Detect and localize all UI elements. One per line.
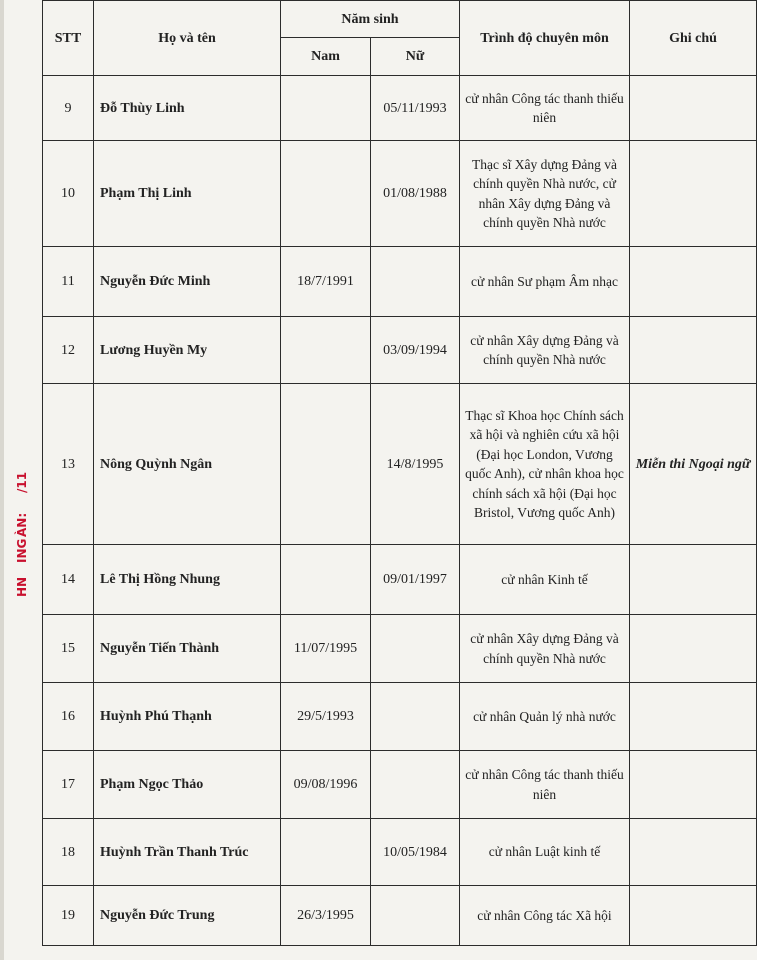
row-female: 05/11/1993 bbox=[371, 76, 460, 141]
row-stt: 18 bbox=[43, 819, 94, 886]
row-male: 29/5/1993 bbox=[281, 683, 371, 751]
row-note: Miễn thi Ngoại ngữ bbox=[630, 384, 757, 545]
row-stt: 19 bbox=[43, 886, 94, 946]
row-male bbox=[281, 545, 371, 615]
row-female bbox=[371, 615, 460, 683]
row-qualification: cử nhân Công tác thanh thiếu niên bbox=[460, 76, 630, 141]
table-row bbox=[43, 615, 757, 683]
row-stt: 16 bbox=[43, 683, 94, 751]
row-female: 03/09/1994 bbox=[371, 317, 460, 384]
row-qualification: Thạc sĩ Khoa học Chính sách xã hội và nghiên cứu xã hội (Đại học London, Vương quốc Anh), cử nhân khoa học chính sách xã hội (Đại học Bristol, Vương quốc Anh) bbox=[460, 384, 630, 545]
header-birth-year: Năm sinh bbox=[281, 1, 460, 38]
row-stt: 17 bbox=[43, 751, 94, 819]
row-note bbox=[630, 751, 757, 819]
row-note bbox=[630, 545, 757, 615]
row-qualification: cử nhân Công tác Xã hội bbox=[460, 886, 630, 946]
candidate-table bbox=[42, 0, 757, 946]
row-note bbox=[630, 141, 757, 247]
row-qualification: cử nhân Luật kinh tế bbox=[460, 819, 630, 886]
row-name: Nguyễn Tiến Thành bbox=[94, 615, 281, 683]
row-stt: 11 bbox=[43, 247, 94, 317]
table-row bbox=[43, 819, 757, 886]
row-female: 10/05/1984 bbox=[371, 819, 460, 886]
row-stt: 13 bbox=[43, 384, 94, 545]
table-row bbox=[43, 886, 757, 946]
row-note bbox=[630, 683, 757, 751]
row-qualification: cử nhân Xây dựng Đảng và chính quyền Nhà nước bbox=[460, 615, 630, 683]
row-female: 01/08/1988 bbox=[371, 141, 460, 247]
row-note bbox=[630, 76, 757, 141]
row-male bbox=[281, 76, 371, 141]
stamp-text: HN bbox=[15, 576, 29, 597]
row-male: 18/7/1991 bbox=[281, 247, 371, 317]
row-name: Nông Quỳnh Ngân bbox=[94, 384, 281, 545]
row-stt: 10 bbox=[43, 141, 94, 247]
stamp-text: ÀN: bbox=[15, 512, 29, 537]
row-male: 26/3/1995 bbox=[281, 886, 371, 946]
row-name: Đỗ Thùy Linh bbox=[94, 76, 281, 141]
row-note bbox=[630, 886, 757, 946]
row-note bbox=[630, 247, 757, 317]
table-row bbox=[43, 683, 757, 751]
red-stamp-mark bbox=[8, 465, 38, 605]
row-female bbox=[371, 886, 460, 946]
row-qualification: cử nhân Xây dựng Đảng và chính quyền Nhà nước bbox=[460, 317, 630, 384]
row-note bbox=[630, 615, 757, 683]
row-stt: 9 bbox=[43, 76, 94, 141]
row-female bbox=[371, 751, 460, 819]
row-name: Nguyễn Đức Trung bbox=[94, 886, 281, 946]
table-row bbox=[43, 317, 757, 384]
header-note: Ghi chú bbox=[630, 1, 757, 76]
header-male: Nam bbox=[281, 38, 371, 76]
row-qualification: cử nhân Sư phạm Âm nhạc bbox=[460, 247, 630, 317]
header-qualification: Trình độ chuyên môn bbox=[460, 1, 630, 76]
row-name: Lương Huyền My bbox=[94, 317, 281, 384]
row-name: Phạm Ngọc Thảo bbox=[94, 751, 281, 819]
row-female bbox=[371, 247, 460, 317]
table-row bbox=[43, 247, 757, 317]
row-name: Phạm Thị Linh bbox=[94, 141, 281, 247]
table-row bbox=[43, 545, 757, 615]
header-female: Nữ bbox=[371, 38, 460, 76]
row-male bbox=[281, 819, 371, 886]
row-stt: 15 bbox=[43, 615, 94, 683]
row-qualification: cử nhân Quản lý nhà nước bbox=[460, 683, 630, 751]
row-qualification: Thạc sĩ Xây dựng Đảng và chính quyền Nhà nước, cử nhân Xây dựng Đảng và chính quyền Nhà nước bbox=[460, 141, 630, 247]
header-stt: STT bbox=[43, 1, 94, 76]
row-male: 09/08/1996 bbox=[281, 751, 371, 819]
table-row bbox=[43, 751, 757, 819]
table-row bbox=[43, 141, 757, 247]
row-name: Lê Thị Hồng Nhung bbox=[94, 545, 281, 615]
row-female bbox=[371, 683, 460, 751]
row-qualification: cử nhân Công tác thanh thiếu niên bbox=[460, 751, 630, 819]
row-stt: 12 bbox=[43, 317, 94, 384]
header-name: Họ và tên bbox=[94, 1, 281, 76]
row-female: 14/8/1995 bbox=[371, 384, 460, 545]
row-male bbox=[281, 317, 371, 384]
row-male bbox=[281, 384, 371, 545]
table-row bbox=[43, 384, 757, 545]
row-male: 11/07/1995 bbox=[281, 615, 371, 683]
row-name: Huỳnh Phú Thạnh bbox=[94, 683, 281, 751]
table-row bbox=[43, 76, 757, 141]
row-name: Nguyễn Đức Minh bbox=[94, 247, 281, 317]
row-qualification: cử nhân Kinh tế bbox=[460, 545, 630, 615]
row-male bbox=[281, 141, 371, 247]
page-edge bbox=[0, 0, 4, 960]
row-note bbox=[630, 819, 757, 886]
row-stt: 14 bbox=[43, 545, 94, 615]
row-name: Huỳnh Trần Thanh Trúc bbox=[94, 819, 281, 886]
row-female: 09/01/1997 bbox=[371, 545, 460, 615]
stamp-text: ING bbox=[15, 538, 29, 563]
row-note bbox=[630, 317, 757, 384]
stamp-text: /11 bbox=[15, 471, 29, 493]
